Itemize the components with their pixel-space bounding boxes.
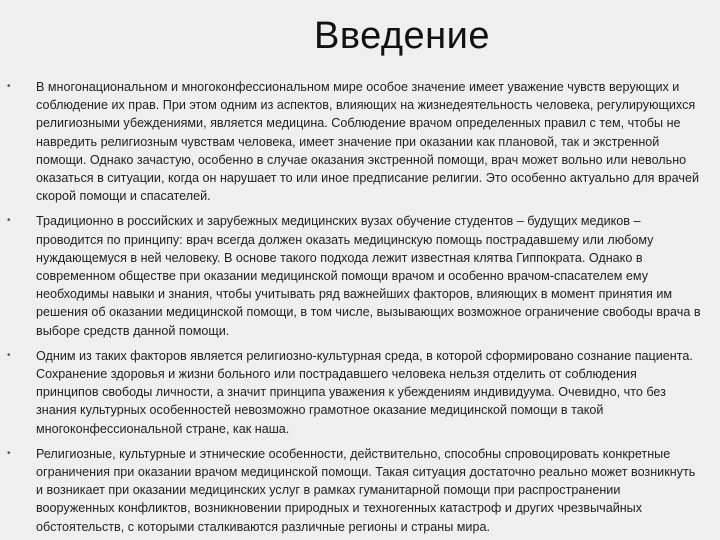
bullet-text: В многонациональном и многоконфессиональном мире особое значение имеет уважение чувств верующих и соблюдение их прав. При этом одним из аспектов, влияющих на жизнедеятельность человека, регулирующихся религиозными убеждениями, является медицина. Соблюдение врачом определенных правил с тем, чтобы не навредить религиозным чувствам человека, имеет значение при оказании как плановой, так и экстренной помощи. Однако зачастую, особенно в случае оказания экстренной помощи, врач может вольно или невольно оказаться в ситуации, когда он нарушает то или иное предписание религии. Это особенно актуально для врачей скорой помощи и спасателей. — [36, 80, 700, 204]
list-item — [0, 347, 720, 438]
bullet-icon: • — [7, 81, 11, 92]
bullet-icon: • — [7, 349, 11, 361]
list-item — [0, 212, 720, 339]
bullet-icon: • — [7, 447, 11, 459]
bullet-icon: • — [7, 215, 11, 227]
bullet-text: Религиозные, культурные и этнические особенности, действительно, способны спровоцировать конкретные ограничения при оказании врачом медицинской помощи. Такая ситуация достаточно реально может возникнуть и возникает при оказании медицинских услуг в рамках гуманитарной помощи при распространении вооруженных конфликтов, возникновении природных и техногенных катастроф и других чрезвычайных обстоятельств, с которыми сталкиваются различные регионы и страны мира. — [36, 446, 696, 534]
bullet-text: Одним из таких факторов является религиозно-культурная среда, в которой сформировано сознание пациента. Сохранение здоровья и жизни больного или пострадавшего человека нельзя отделить от соблюдения принципов свободы личности, а значит принципа уважения к убеждениям индивидуума. Очевидно, что без знания культурных особенностей невозможно грамотное оказание медицинской помощи в такой многоконфессиональной стране, как наша. — [36, 348, 693, 436]
list-item — [0, 445, 720, 536]
list-item — [0, 78, 720, 205]
bullet-text: Традиционно в российских и зарубежных медицинских вузах обучение студентов – будущих медиков – проводится по принципу: врач всегда должен оказать медицинскую помощь пострадавшему или любому нуждающемуся в ней человеку. В основе такого подхода лежит известная клятва Гиппократа. Однако в современном обществе при оказании медицинской помощи врачом и особенно врачом-спасателем ему необходимы навыки и знания, чтобы учитывать ряд важнейших факторов, влияющих в момент принятия им решения об оказании медицинской помощи, в том числе, вызывающих возможное ограничение свободы врача в выборе средств данной помощи. — [36, 214, 701, 338]
bullet-list — [0, 78, 720, 536]
slide-title: Введение — [313, 15, 491, 57]
